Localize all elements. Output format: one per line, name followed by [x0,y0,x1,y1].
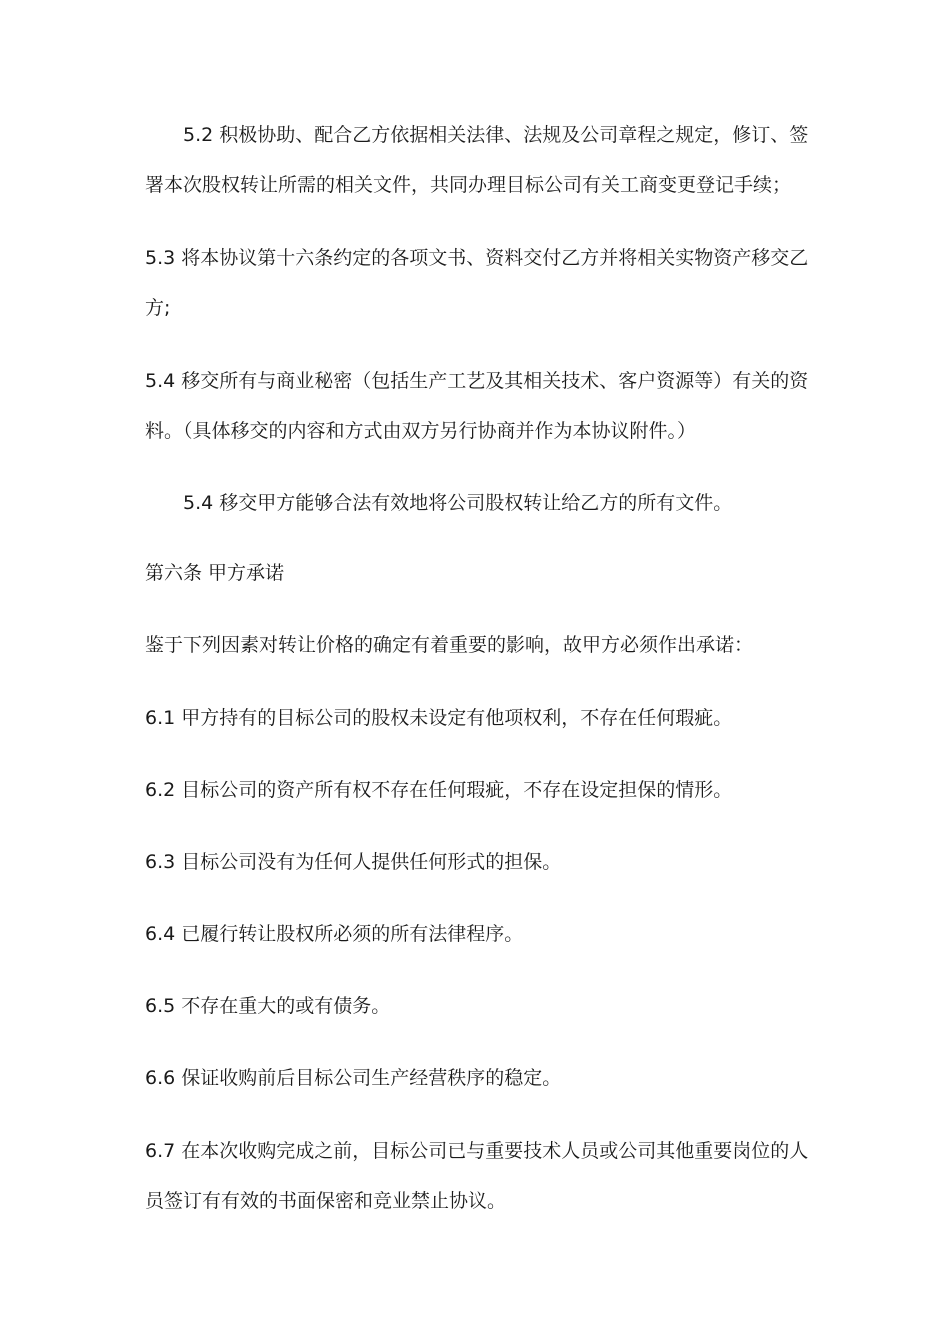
clause-5-2: 5.2 积极协助、配合乙方依据相关法律、法规及公司章程之规定，修订、签署本次股权转让所需的相关文件，共同办理目标公司有关工商变更登记手续； [145,124,809,196]
clause-5-4-transfer-documents: 5.4 移交甲方能够合法有效地将公司股权转让给乙方的所有文件。 [183,492,733,514]
clause-6-3: 6.3 目标公司没有为任何人提供任何形式的担保。 [145,851,562,873]
clause-6-2: 6.2 目标公司的资产所有权不存在任何瑕疵，不存在设定担保的情形。 [145,779,733,801]
clause-6-7: 6.7 在本次收购完成之前，目标公司已与重要技术人员或公司其他重要岗位的人员签订有有效的书面保密和竞业禁止协议。 [145,1140,809,1212]
clause-6-6: 6.6 保证收购前后目标公司生产经营秩序的稳定。 [145,1067,562,1089]
article-6-intro: 鉴于下列因素对转让价格的确定有着重要的影响，故甲方必须作出承诺： [145,634,754,656]
clause-6-5: 6.5 不存在重大的或有债务。 [145,995,391,1017]
article-6-heading: 第六条 甲方承诺 [145,562,285,584]
clause-6-1: 6.1 甲方持有的目标公司的股权未设定有他项权利，不存在任何瑕疵。 [145,707,733,729]
clause-6-4: 6.4 已履行转让股权所必须的所有法律程序。 [145,923,524,945]
clause-5-4-trade-secrets: 5.4 移交所有与商业秘密（包括生产工艺及其相关技术、客户资源等）有关的资料。（具体移交的内容和方式由双方另行协商并作为本协议附件。） [145,370,809,442]
clause-5-3: 5.3 将本协议第十六条约定的各项文书、资料交付乙方并将相关实物资产移交乙方; [145,247,809,319]
